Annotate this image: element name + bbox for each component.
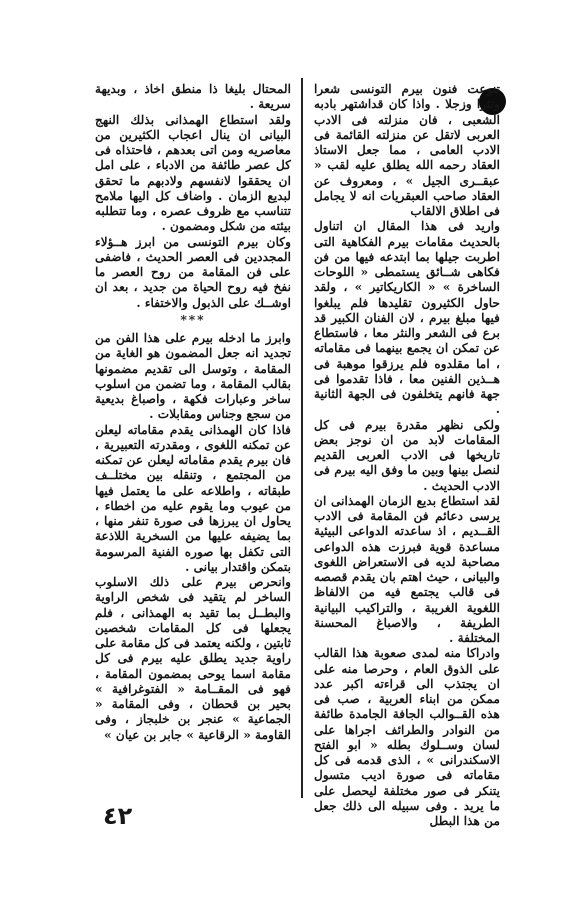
- paragraph: وابرز ما ادخله بيرم على هذا الفن من تجديد انه جعل المضمون هو الغاية من المقامة ، وتوسل الى تقديم مضمونها بقالب المقامة ، وما تضمن من اسلوب ساخر وعبارات فكهة ، واصباغ بديعية من سجع وجناس ومقابلات .: [95, 331, 291, 422]
- paragraph: وادراكا منه لمدى صعوبة هذا القالب على الذوق العام ، وحرصا منه على ان يجتذب الى قراءته اكبر عدد ممكن من ابناء العربية ، صب فى هذه القــوالب الجافة الجامدة طائفة من النوادر والطرائف اجراها على لسان وســلوك بطله « ابو الفتح الاسكندرانى » ، الذى قدمه فى كل مقاماته فى صورة اديب متسول يتنكر فى صور مختلفة ليحصل على ما يريد . وفى سبيله الى ذلك جعل من هذا البطل: [314, 646, 500, 828]
- paragraph: ولقد استطاع الهمذانى بذلك النهج البيانى ان ينال اعجاب الكثيرين من معاصريه ومن اتى بعدهم ، فاحتذاه فى كل عصر طائفة من الادباء ، على امل ان يحققوا لانفسهم ولادبهم ما تحقق لبديع الزمان . واضاف كل اليها ملامح تتناسب مع ظروف عصره ، وما تتطلبه بيئته من شكل ومضمون .: [95, 112, 291, 234]
- paragraph: لقد استطاع بديع الزمان الهمذانى ان يرسى دعائم فن المقامة فى الادب القــديم ، اذ ساعدته الدواعى البيئية مساعدة قوية فبرزت هذه الدواعى مصاحبة لديه فى الاستعراض اللغوى والبيانى ، حيث اهتم بان يقدم قصصه فى قالب يجتمع فيه من الالفاظ اللغوية الغريبة ، والتراكيب البيانية الطريفة ، والاصباغ المحسنة المختلفة .: [314, 493, 500, 645]
- paragraph: تنوعت فنون بيرم التونسى شعرا ونثرا وزجلا . واذا كان قداشتهر بادبه الشعبى ، فان منزلته فى الادب العربى لاتقل عن منزلته القائمة فى الادب العامى ، مما جعل الاستاذ العقاد رحمه الله يطلق عليه لقب « عبقــرى الجيل » ، ومعروف عن العقاد صاحب العبقريات انه لا يجامل فى اطلاق الالقاب: [314, 82, 500, 218]
- paragraph: ولكى نظهر مقدرة بيرم فى كل المقامات لابد من ان نوجز بعض تاريخها فى الادب العربى القديم لنصل بينها وبين ما وفق اليه بيرم فى الادب الحديث .: [314, 417, 500, 493]
- paragraph: المحتال بليغا ذا منطق اخاذ ، وبديهة سريعة .: [95, 82, 291, 112]
- paragraph: وانحرص بيرم على ذلك الاسلوب الساخر لم يتقيد فى شخص الراوية والبطــل بما تقيد به الهمذانى ، فلم يجعلها فى كل المقامات شخصين ثابتين ، ولكنه يعتمد فى كل مقامة على راوية جديد يطلق عليه بيرم فى كل مقامة اسما يوحى بمضمون المقامة ، فهو فى المقــامة « الفتوغرافية » بحير بن قحطان ، وفى المقامة « الجماعية » عنجر بن خلبجاز ، وفى القاومة « الرقاعية » جابر بن عيان »: [95, 575, 291, 742]
- right-column: [314, 82, 500, 829]
- column-divider: [301, 78, 303, 798]
- section-separator: ***: [180, 312, 206, 327]
- paragraph: فاذا كان الهمذانى يقدم مقاماته ليعلن عن تمكنه اللغوى ، ومقدرته التعبيرية ، فان بيرم يقدم مقاماته ليعلن عن تمكنه من المجتمع ، وتنقله بين مختلــف طبقاته ، واطلاعه على ما يعتمل فيها من عيوب وما يقوم عليه من اخطاء ، يحاول ان يبرزها فى صورة تنفر منها ، بما يضيفه عليها من السخرية اللاذعة التى تكفل بها صوره الفنية المرسومة بتمكن واقتدار بيانى .: [95, 422, 291, 574]
- left-column: [95, 82, 291, 743]
- page-number: ٤٢: [103, 802, 133, 830]
- paragraph: وكان بيرم التونسى من ابرز هــؤلاء المجددين فى العصر الحديث ، فاضفى على فن المقامة من روح العصر ما نفخ فيه روح الحياة من جديد ، بعد ان اوشــك على الذبول والاختفاء .: [95, 234, 291, 310]
- paragraph: واريد فى هذا المقال ان اتناول بالحديث مقامات بيرم الفكاهية التى اطربت جيلها بما ابتدعه فيها من فن فكاهى شــائق يستمطى « اللوحات الساخرة » « الكاريكاتير » ، ولقد حاول الكثيرون تقليدها فلم يبلغوا فيها مبلغ بيرم ، لان الفنان الكبير قد برع فى الشعر والنثر معا ، فاستطاع عن تمكن ان يجمع بينهما فى مقاماته ، اما مقلدوه فلم يرزقوا موهبة فى هــذين الفنين معا ، فاذا تقدموا فى جهة فانهم يتخلفون فى الجهة الثانية .: [314, 219, 500, 417]
